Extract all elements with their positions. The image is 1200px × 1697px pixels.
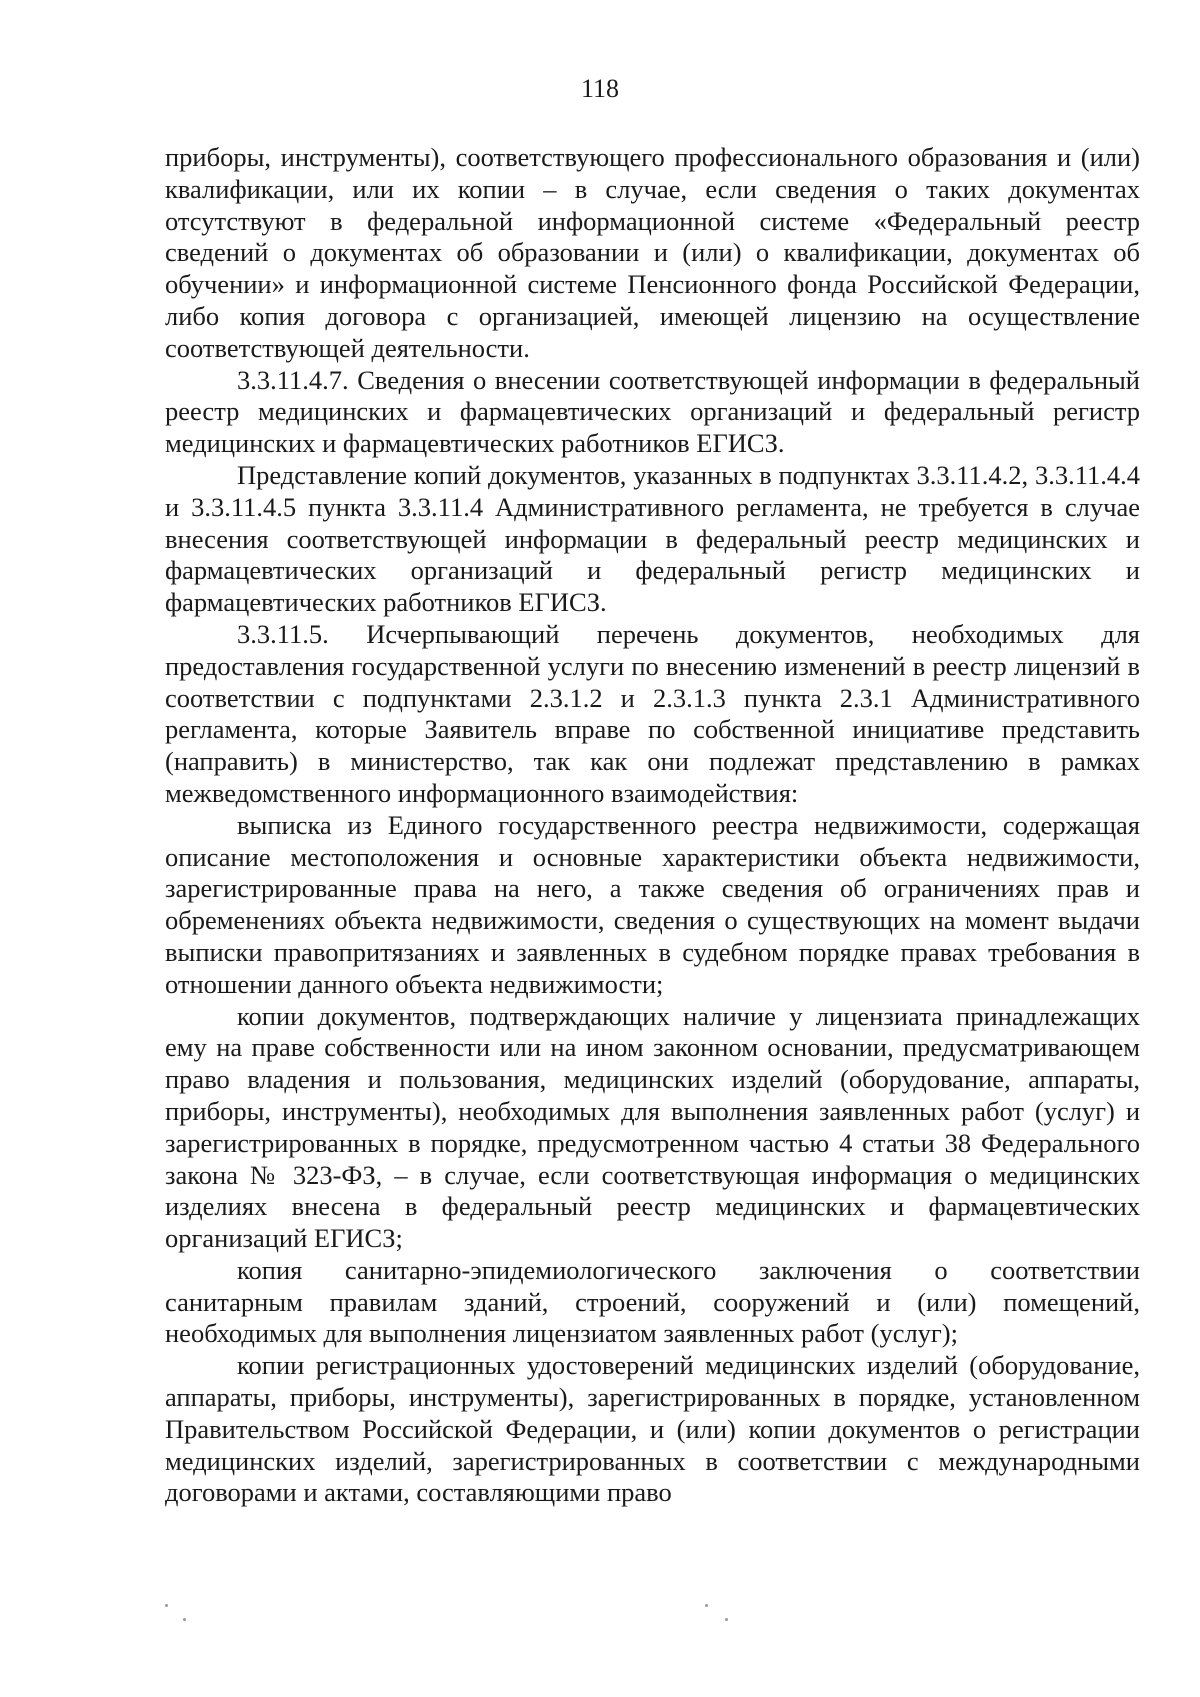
list-item-sanitary-conclusion: копия санитарно-эпидемиологического заключения о соответствии санитарным правилам зданий, строений, сооружений и (или) помещений, необходимых для выполнения лицензиатом заявленных работ (услуг); <box>165 1254 1140 1349</box>
paragraph-copies-not-required: Представление копий документов, указанных в подпунктах 3.3.11.4.2, 3.3.11.4.4 и 3.3.11.4.5 пункта 3.3.11.4 Административного регламента, не требуется в случае внесения соответствующей информации в федеральный реестр медицинских и фармацевтических организаций и федеральный регистр медицинских и фармацевтических работников ЕГИСЗ. <box>165 459 1140 618</box>
paragraph-3-3-11-5: 3.3.11.5. Исчерпывающий перечень документов, необходимых для предоставления государственной услуги по внесению изменений в реестр лицензий в соответствии с подпунктами 2.3.1.2 и 2.3.1.3 пункта 2.3.1 Административного регламента, которые Заявитель вправе по собственной инициативе представить (направить) в министерство, так как они подлежат представлению в рамках межведомственного информационного взаимодействия: <box>165 618 1140 808</box>
list-item-registration-certificates: копии регистрационных удостоверений медицинских изделий (оборудование, аппараты, приборы, инструменты), зарегистрированных в порядке, установленном Правительством Российской Федерации, и (или) копии документов о регистрации медицинских изделий, зарегистрированных в соответствии с международными договорами и актами, составляющими право <box>165 1350 1140 1508</box>
page-number: 118 <box>580 74 620 103</box>
paragraph-continuation: приборы, инструменты), соответствующего профессионального образования и (или) квалификации, или их копии – в случае, если сведения о таких документах отсутствуют в федеральной информационной системе «Федеральный реестр сведений о документах об образовании и (или) о квалификации, документах об обучении» и информационной системе Пенсионного фонда Российской Федерации, либо копия договора с организацией, имеющей лицензию на осуществление соответствующей деятельности. <box>165 142 1140 363</box>
scan-artifact-dot <box>183 1618 186 1621</box>
scan-artifact-dot <box>165 1604 168 1607</box>
list-item-medical-devices-ownership: копии документов, подтверждающих наличие у лицензиата принадлежащих ему на праве собственности или на ином законном основании, предусматривающем право владения и пользования, медицинских изделий (оборудование, аппараты, приборы, инструменты), необходимых для выполнения заявленных работ (услуг) и зарегистрированных в порядке, предусмотренном частью 4 статьи 38 Федерального закона № 323-ФЗ, – в случае, если соответствующая информация о медицинских изделиях внесена в федеральный реестр медицинских и фармацевтических организаций ЕГИСЗ; <box>165 1000 1140 1254</box>
scan-artifact-dot <box>725 1618 728 1621</box>
scan-artifact-dot <box>705 1604 708 1607</box>
document-body <box>165 142 1140 1509</box>
list-item-egrn-extract: выписка из Единого государственного реестра недвижимости, содержащая описание местоположения и основные характеристики объекта недвижимости, зарегистрированные права на него, а также сведения об ограничениях прав и обременениях объекта недвижимости, сведения о существующих на момент выдачи выписки правопритязаниях и заявленных в судебном порядке правах требования в отношении данного объекта недвижимости; <box>165 809 1140 999</box>
paragraph-3-3-11-4-7: 3.3.11.4.7. Сведения о внесении соответствующей информации в федеральный реестр медицинских и фармацевтических организаций и федеральный регистр медицинских и фармацевтических работников ЕГИСЗ. <box>165 364 1140 459</box>
